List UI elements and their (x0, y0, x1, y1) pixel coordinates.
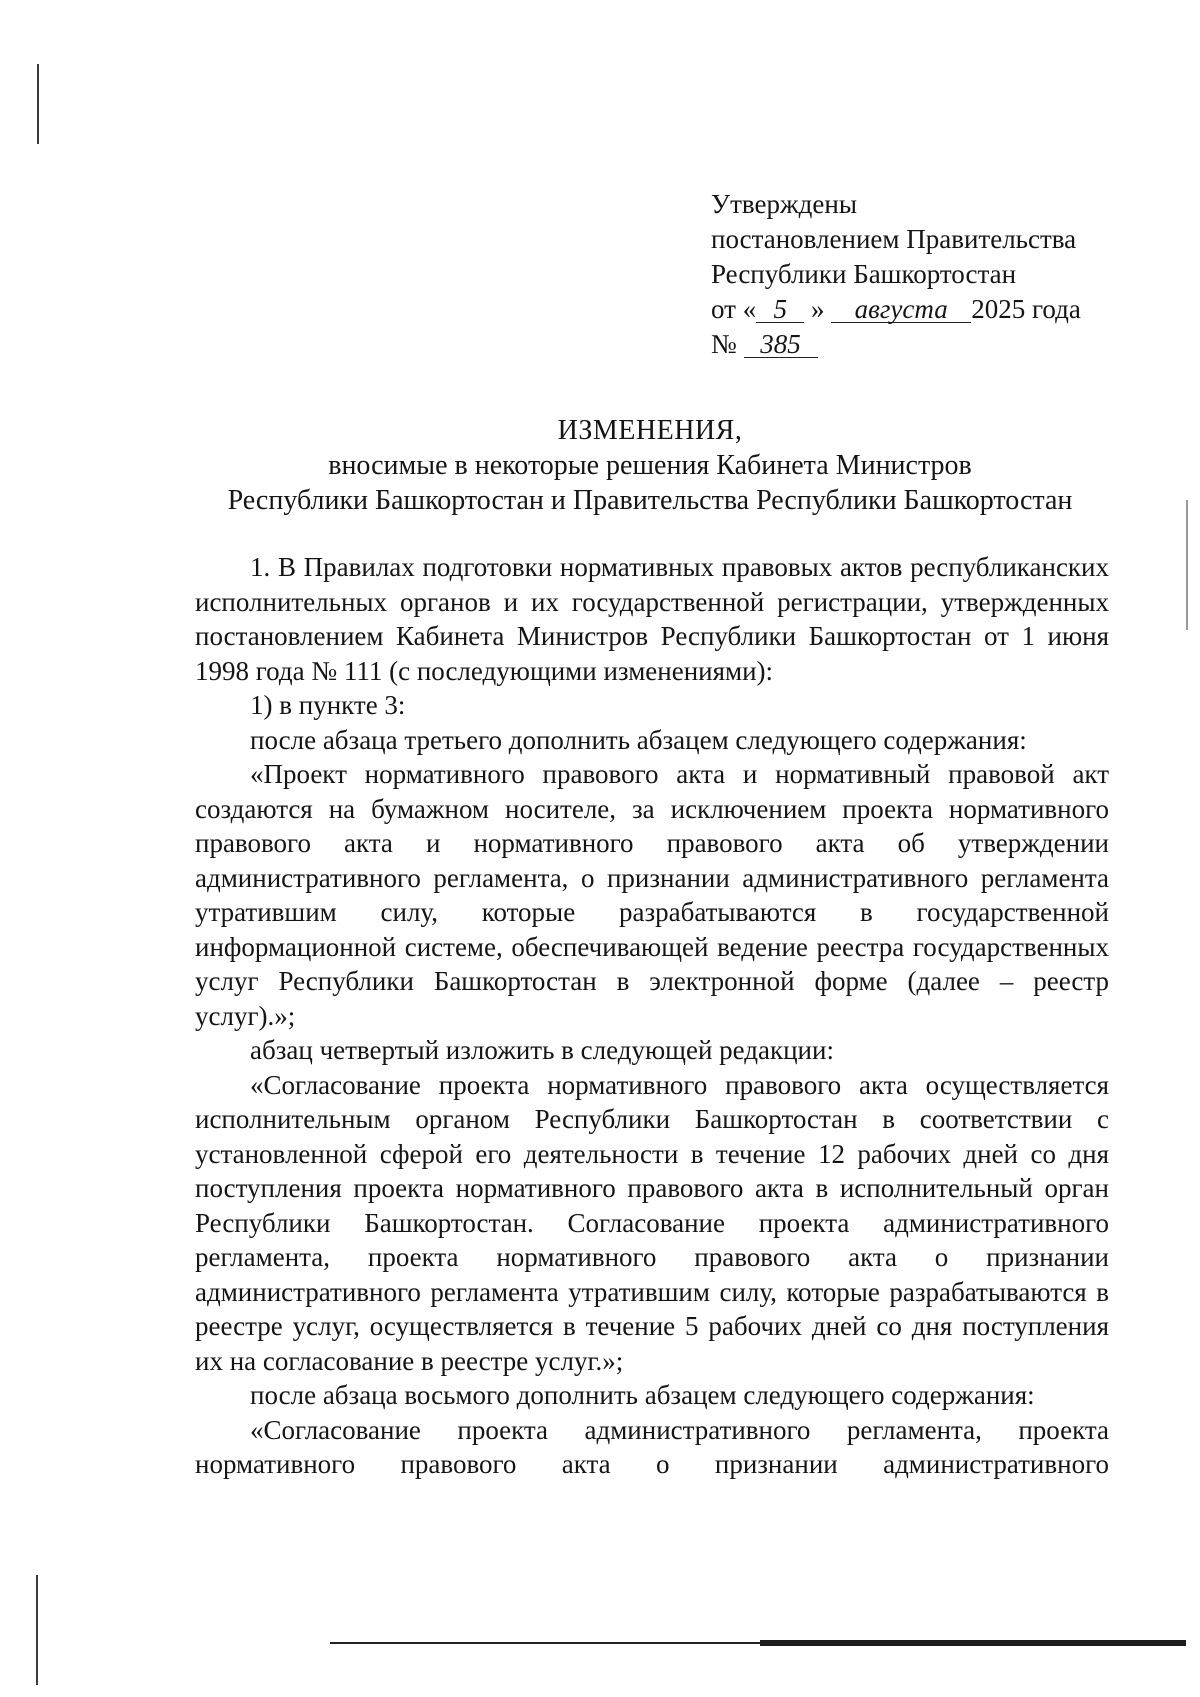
date-mid: » (810, 294, 825, 324)
date-year: 2025 года (971, 294, 1081, 324)
approval-line-2: постановлением Правительства (711, 224, 1077, 254)
date-month: августа (831, 296, 971, 323)
date-prefix: от « (711, 294, 757, 324)
document-number: 385 (744, 331, 818, 358)
paragraph: «Проект нормативного правового акта и нормативный правовой акт создаются на бумажном носителе, за исключением проекта нормативного правового акта и нормативного правового акта об утверждении административного регламента, о признании административного регламента утратившим силу, которые разрабатываются в государственной информационной системе, обеспечивающей ведение реестра государственных услуг Республики Башкортостан в электронной форме (далее – реестр услуг).»; (195, 759, 1109, 1031)
approval-date-line (711, 292, 1151, 327)
paragraph: «Согласование проекта нормативного правового акта осуществляется исполнительным органом Республики Башкортостан в соответствии с установленной сферой его деятельности в течение 12 рабочих дней со дня поступления проекта нормативного правового акта в исполнительный орган Республики Башкортостан. Согласование проекта административного регламента, проекта нормативного правового акта о признании административного регламента утратившим силу, которые разрабатываются в реестре услуг, осуществляется в течение 5 рабочих дней со дня поступления их на согласование в реестре услуг.»; (195, 1069, 1109, 1376)
bottom-rule-thick (760, 1640, 1186, 1646)
document-body (195, 550, 1109, 1482)
paragraph: абзац четвертый изложить в следующей редакции: (250, 1035, 834, 1065)
date-day: 5 (756, 296, 804, 323)
document-title (190, 413, 1110, 518)
approval-block (711, 187, 1151, 362)
approval-line-3: Республики Башкортостан (711, 259, 1017, 289)
title-subtitle-line-1: вносимые в некоторые решения Кабинета Министров (328, 450, 972, 481)
scan-right-edge-mark (1186, 500, 1188, 630)
paragraph: 1) в пункте 3: (250, 690, 406, 720)
title-subtitle-line-2: Республики Башкортостан и Правительства Республики Башкортостан (227, 485, 1073, 516)
paragraph: 1. В Правилах подготовки нормативных правовых актов республиканских исполнительных органов и их государственной регистрации, утвержденных постановлением Кабинета Министров Республики Башкортостан от 1 июня 1998 года № 111 (с последующими изменениями): (195, 552, 1109, 686)
scan-margin-mark-top (37, 64, 39, 144)
paragraph: после абзаца восьмого дополнить абзацем следующего содержания: (250, 1380, 1035, 1410)
title-heading: ИЗМЕНЕНИЯ, (557, 415, 743, 446)
approval-number-line (711, 327, 1151, 362)
number-prefix: № (711, 329, 737, 359)
approval-line-1: Утверждены (711, 189, 857, 219)
paragraph: после абзаца третьего дополнить абзацем следующего содержания: (250, 724, 1027, 755)
scan-margin-mark-bottom (36, 1575, 38, 1685)
paragraph: «Согласование проекта административного регламента, проекта нормативного правового акта о признании административного (195, 1414, 1109, 1479)
